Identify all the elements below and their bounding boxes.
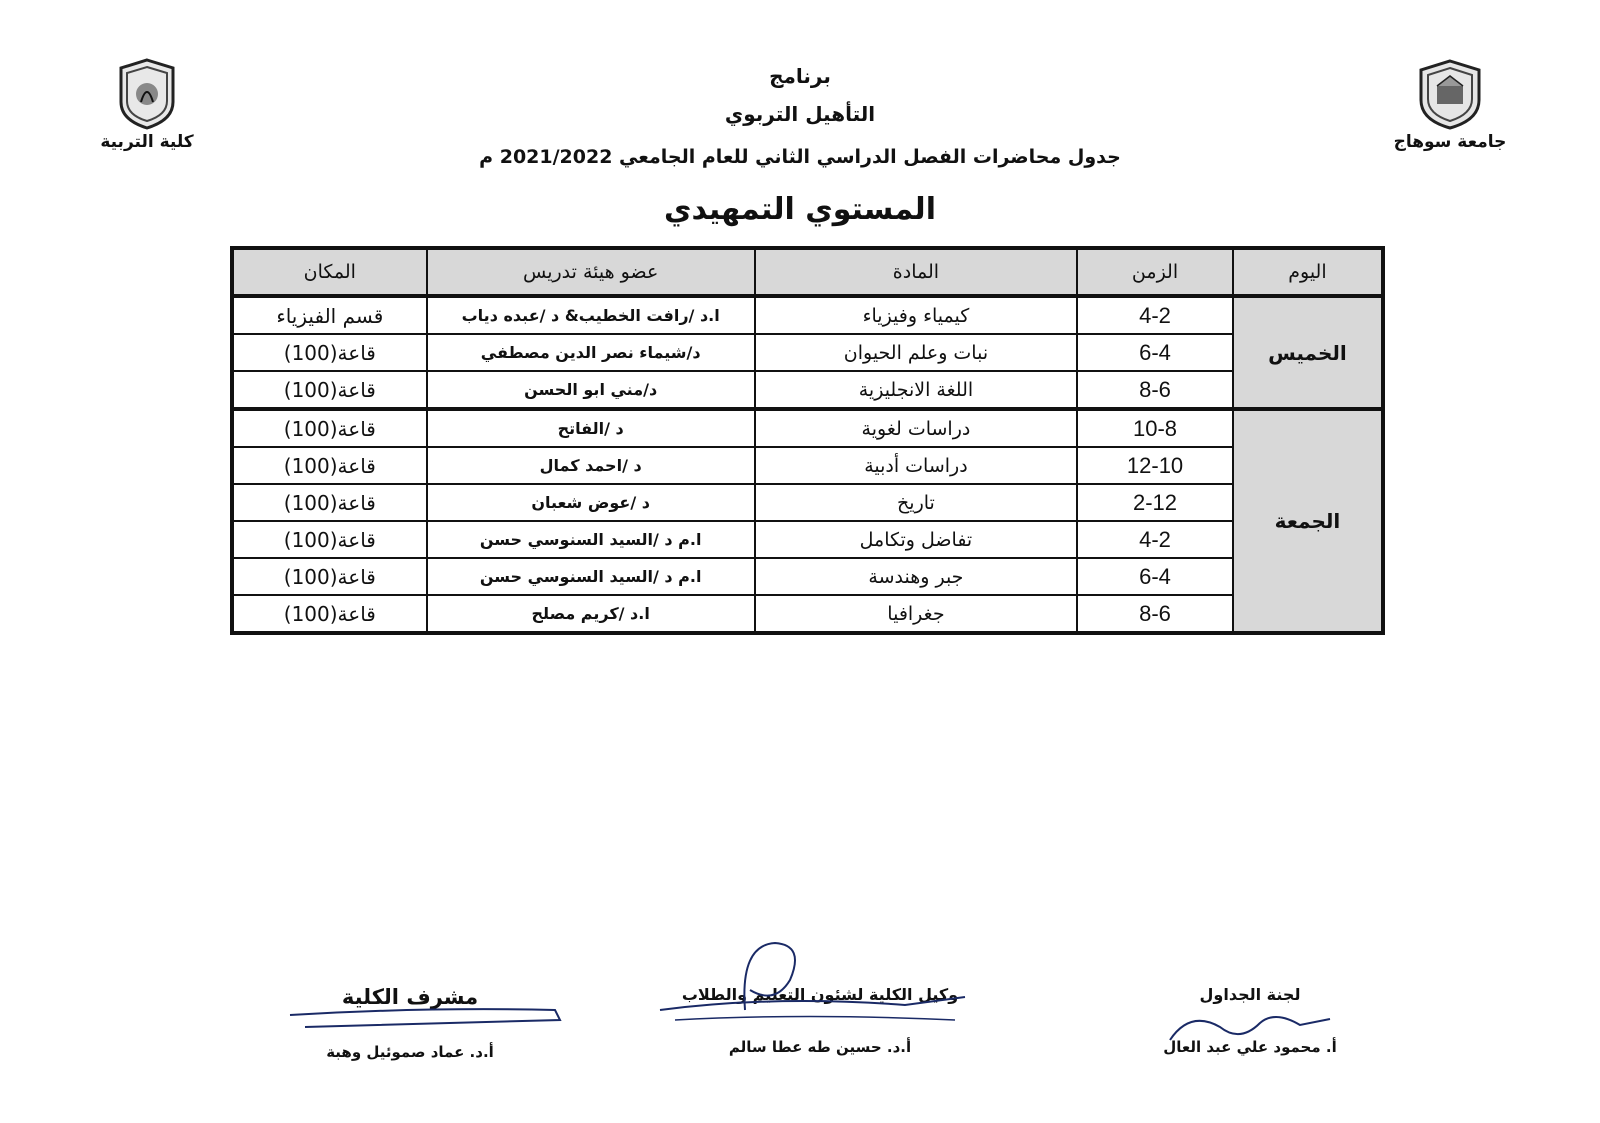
- place-cell: قاعة(100): [232, 484, 427, 521]
- handwritten-signature-right-icon: [1160, 1005, 1340, 1050]
- subject-cell: كيمياء وفيزياء: [755, 296, 1078, 334]
- handwritten-signature-left-icon: [285, 985, 575, 1040]
- university-seal-icon: [1415, 58, 1485, 130]
- table-row: [232, 334, 1383, 371]
- signature-right-name: أ. محمود علي عبد العال: [1163, 1038, 1337, 1056]
- subject-cell: تفاضل وتكامل: [755, 521, 1078, 558]
- time-cell: 12-10: [1077, 447, 1233, 484]
- place-cell: قسم الفيزياء: [232, 296, 427, 334]
- table-row: [232, 371, 1383, 409]
- table-row: [232, 447, 1383, 484]
- faculty-name: كلية التربية: [100, 132, 194, 152]
- header-day: اليوم: [1233, 248, 1383, 296]
- program-heading: برنامج: [769, 64, 831, 88]
- subject-cell: تاريخ: [755, 484, 1078, 521]
- place-cell: قاعة(100): [232, 371, 427, 409]
- teacher-cell: د/مني ابو الحسن: [427, 371, 755, 409]
- subject-cell: اللغة الانجليزية: [755, 371, 1078, 409]
- subject-cell: جبر وهندسة: [755, 558, 1078, 595]
- handwritten-signature-center-icon: [655, 935, 985, 1030]
- teacher-cell: د /احمد كمال: [427, 447, 755, 484]
- place-cell: قاعة(100): [232, 409, 427, 447]
- table-row: [232, 484, 1383, 521]
- header-place: المكان: [232, 248, 427, 296]
- teacher-cell: د /الفاتح: [427, 409, 755, 447]
- table-row: [232, 296, 1383, 334]
- teacher-cell: ا.د /رافت الخطيب& د /عبده دياب: [427, 296, 755, 334]
- time-cell: 6-4: [1077, 558, 1233, 595]
- faculty-seal-icon: [117, 58, 177, 130]
- signature-left-name: أ.د. عماد صموئيل وهبة: [326, 1043, 494, 1061]
- table-header-row: [232, 248, 1383, 296]
- time-cell: 8-6: [1077, 595, 1233, 633]
- header-teacher: عضو هيئة تدريس: [427, 248, 755, 296]
- time-cell: 8-6: [1077, 371, 1233, 409]
- table-row: [232, 595, 1383, 633]
- day-cell: الجمعة: [1233, 409, 1383, 633]
- subject-cell: نبات وعلم الحيوان: [755, 334, 1078, 371]
- signature-center-name: أ.د. حسين طه عطا سالم: [728, 1038, 912, 1056]
- place-cell: قاعة(100): [232, 334, 427, 371]
- schedule-body: [232, 296, 1383, 633]
- faculty-logo-block: [62, 58, 232, 152]
- time-cell: 4-2: [1077, 521, 1233, 558]
- place-cell: قاعة(100): [232, 595, 427, 633]
- teacher-cell: ا.م د /السيد السنوسي حسن: [427, 521, 755, 558]
- university-name: جامعة سوهاج: [1393, 132, 1507, 152]
- signature-center-title: وكيل الكلية لشئون التعليم والطلاب: [681, 985, 959, 1004]
- time-cell: 6-4: [1077, 334, 1233, 371]
- teacher-cell: ا.م د /السيد السنوسي حسن: [427, 558, 755, 595]
- table-row: [232, 409, 1383, 447]
- university-logo-block: [1365, 58, 1535, 152]
- teacher-cell: د /عوض شعبان: [427, 484, 755, 521]
- place-cell: قاعة(100): [232, 558, 427, 595]
- schedule-title: جدول محاضرات الفصل الدراسي الثاني للعام الجامعي 2021/2022 م: [479, 146, 1121, 168]
- subject-cell: جغرافيا: [755, 595, 1078, 633]
- table-row: [232, 558, 1383, 595]
- qualification-heading: التأهيل التربوي: [724, 102, 876, 126]
- place-cell: قاعة(100): [232, 447, 427, 484]
- header-subject: المادة: [755, 248, 1078, 296]
- subject-cell: دراسات لغوية: [755, 409, 1078, 447]
- schedule-table: [230, 246, 1385, 635]
- place-cell: قاعة(100): [232, 521, 427, 558]
- header-time: الزمن: [1077, 248, 1233, 296]
- signature-left-title: مشرف الكلية: [341, 985, 479, 1009]
- table-row: [232, 521, 1383, 558]
- level-title: المستوي التمهيدي: [664, 192, 936, 227]
- day-cell: الخميس: [1233, 296, 1383, 409]
- time-cell: 4-2: [1077, 296, 1233, 334]
- subject-cell: دراسات أدبية: [755, 447, 1078, 484]
- time-cell: 10-8: [1077, 409, 1233, 447]
- signature-right-title: لجنة الجداول: [1199, 985, 1301, 1004]
- teacher-cell: د/شيماء نصر الدين مصطفي: [427, 334, 755, 371]
- teacher-cell: ا.د /كريم مصلح: [427, 595, 755, 633]
- time-cell: 2-12: [1077, 484, 1233, 521]
